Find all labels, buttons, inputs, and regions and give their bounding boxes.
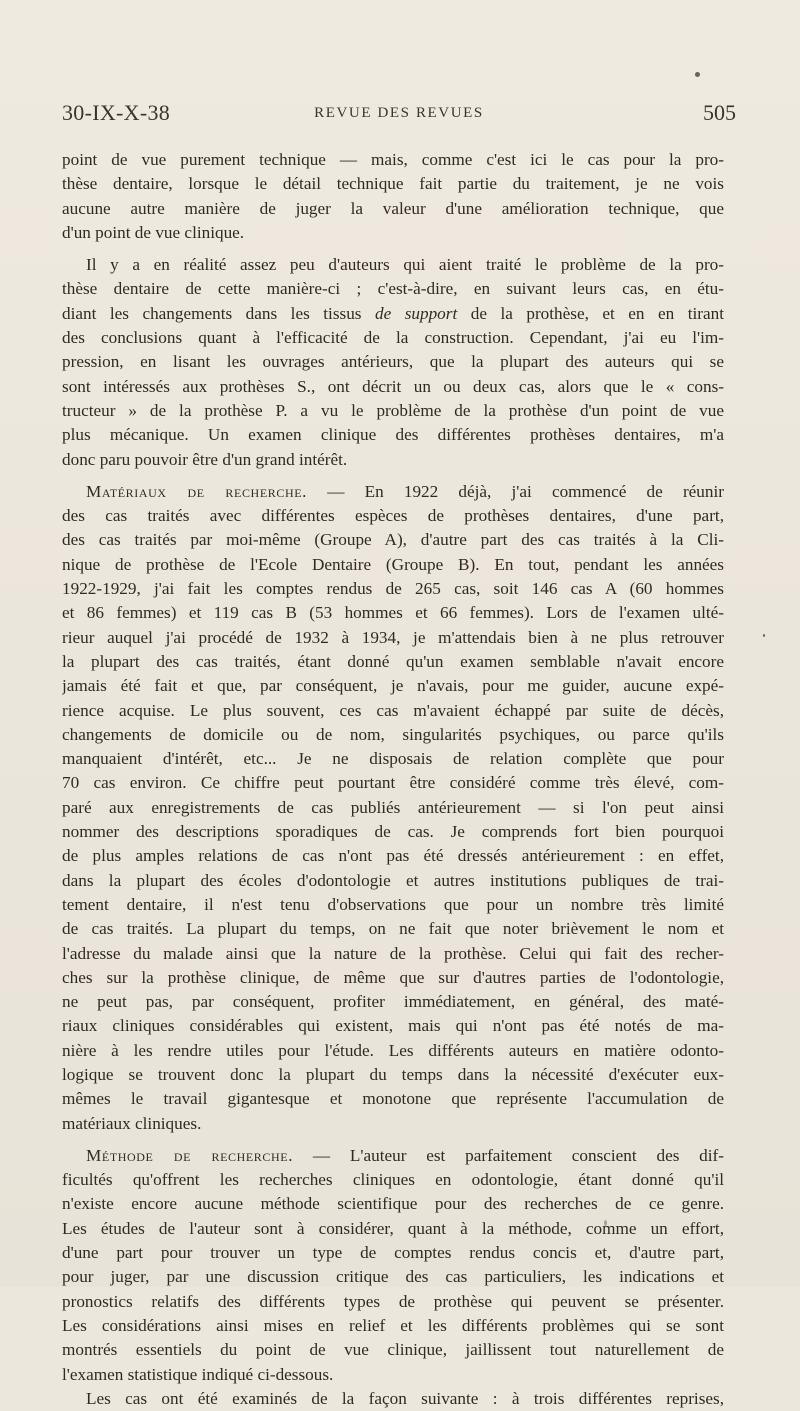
text-line: nique de prothèse de l'Ecole Dentaire (Groupe B). En tout, pendant les années [62,554,724,574]
text-line: de cas traités. La plupart du temps, on ne fait que noter brièvement le nom et [62,919,724,939]
text-line: Les études de l'auteur sont à considérer, quant à la méthode, comme un effort, [62,1218,724,1238]
text-line: 70 cas environ. Ce chiffre peut pourtant être considéré comme très élevé, com- [62,773,724,793]
text-line: des cas traités avec différentes espèces de prothèses dentaires, d'une part, [62,506,724,526]
text-line: d'un point de vue clinique. [62,222,245,242]
text-line: tructeur » de la prothèse P. a vu le problème de la prothèse d'un point de vue [62,400,724,420]
text-line: plus mécanique. Un examen clinique des différentes prothèses dentaires, m'a [62,425,724,445]
text-line: dans la plupart des écoles d'odontologie et autres institutions publiques de trai- [62,870,724,890]
text-line: des conclusions quant à l'efficacité de la construction. Cependant, j'ai eu l'im- [62,328,724,348]
text-line: des cas traités par moi-même (Groupe A), d'autre part des cas traités à la Cli- [62,530,724,550]
text-line: l'adresse du malade ainsi que la nature de la prothèse. Celui qui fait des recher- [62,943,724,963]
text-line: matériaux cliniques. [62,1113,202,1133]
text-line: tement dentaire, il n'est tenu d'observations que pour un nombre très limité [62,894,724,914]
text-line: montrés essentiels du point de vue clinique, jaillissent tout naturellement de [62,1340,724,1360]
text-line: mêmes le travail gigantesque et monotone que représente l'accumulation de [62,1089,724,1109]
italic-phrase: de support [374,303,458,323]
text-line: riaux cliniques considérables qui existent, mais qui n'ont pas été notés de ma- [62,1016,724,1036]
text-line: pour juger, par une discussion critique des cas particuliers, les indications et [62,1267,724,1287]
text-line: 1922-1929, j'ai fait les comptes rendus de 265 cas, soit 146 cas A (60 hommes [62,579,724,599]
text-line: logique se trouvent donc la plupart du temps dans la nécessité d'exécuter eux- [62,1064,724,1084]
section-heading-materiaux: Matériaux de recherche. [86,481,308,501]
running-head-dates: 30-IX-X-38 [62,100,171,125]
text-line: aucune autre manière de juger la valeur d'une amélioration technique, que [62,198,724,218]
text-line: Il y a en réalité assez peu d'auteurs qui aient traité le problème de la pro- [86,255,724,275]
text-line [62,1144,724,1168]
text-run: diant les changements dans les tissus [62,303,375,323]
text-line: de plus amples relations de cas n'ont pas été dressés antérieurement : en effet, [62,846,724,866]
text-line: nière à les rendre utiles pour l'étude. Les différents auteurs en matière odonto- [62,1040,724,1060]
text-line: ne peut pas, par conséquent, profiter immédiatement, en général, des maté- [62,992,724,1012]
text-line: pression, en lisant les ouvrages antérieurs, que la plupart des auteurs qui se [62,352,724,372]
text-line: d'une part pour trouver un type de comptes rendus concis et, d'autre part, [62,1243,724,1263]
text-line: n'existe encore aucune méthode scientifique pour des recherches de ce genre. [62,1194,724,1214]
text-line: rience acquise. Le plus souvent, ces cas m'avaient échappé par suite de décès, [62,700,724,720]
text-line: jamais été fait et que, par conséquent, je n'avais, pour me guider, aucune expé- [62,676,724,696]
text-line: rieur auquel j'ai procédé de 1932 à 1934, je m'attendais bien à ne plus retrouver [62,627,724,647]
running-head [62,100,736,130]
text-line: la plupart des cas traités, étant donné qu'un examen semblable n'avait encore [62,651,724,671]
text-line: thèse dentaire, lorsque le détail technique fait partie du traitement, je ne vois [62,174,724,194]
article-body [62,148,724,1411]
text-line: Les considérations ainsi mises en relief et les différents problèmes qui se sont [62,1315,724,1335]
text-line: nommer des descriptions sporadiques de cas. Je comprends fort bien pourquoi [62,822,724,842]
text-line: point de vue purement technique — mais, comme c'est ici le cas pour la pro- [62,150,724,169]
text-line: ficultés qu'offrent les recherches cliniques en odontologie, étant donné qu'il [62,1170,724,1190]
text-line: Les cas ont été examinés de la façon suivante : à trois différentes reprises, [86,1388,724,1408]
text-line [62,302,724,326]
text-line: changements de domicile ou de nom, singularités psychiques, ou parce qu'ils [62,724,724,744]
text-run: — En 1922 déjà, j'ai commencé de réunir [307,481,724,501]
text-line: donc paru pouvoir être d'un grand intérêt. [62,449,348,469]
text-line: ches sur la prothèse clinique, de même que sur d'autres parties de l'odontologie, [62,967,724,987]
ink-speck [695,72,700,77]
section-heading-methode: Méthode de recherche. [86,1145,294,1165]
text-line: paré aux enregistrements de cas publiés antérieurement — si l'on peut ainsi [62,797,724,817]
text-line: manquaient d'intérêt, etc... Je ne disposais de relation complète que pour [62,749,724,769]
text-line: pronostics relatifs des différents types de prothèse qui peuvent se présenter. [62,1291,724,1311]
text-run: de la prothèse, et en en tirant [457,303,724,323]
text-line: l'examen statistique indiqué ci-dessous. [62,1364,334,1384]
text-line: thèse dentaire de cette manière-ci ; c'est-à-dire, en suivant leurs cas, en étu- [62,279,724,299]
page-number: 505 [703,100,736,125]
running-head-title: REVUE DES REVUES [314,105,484,121]
text-run: — L'auteur est parfaitement conscient des dif- [293,1145,724,1165]
ink-speck [763,634,765,637]
text-line: sont intéressés aux prothèses S., ont décrit un ou deux cas, alors que le « cons- [62,376,724,396]
text-line: et 86 femmes) et 119 cas B (53 hommes et 66 femmes). Lors de l'examen ulté- [62,603,724,623]
text-line [62,480,724,504]
